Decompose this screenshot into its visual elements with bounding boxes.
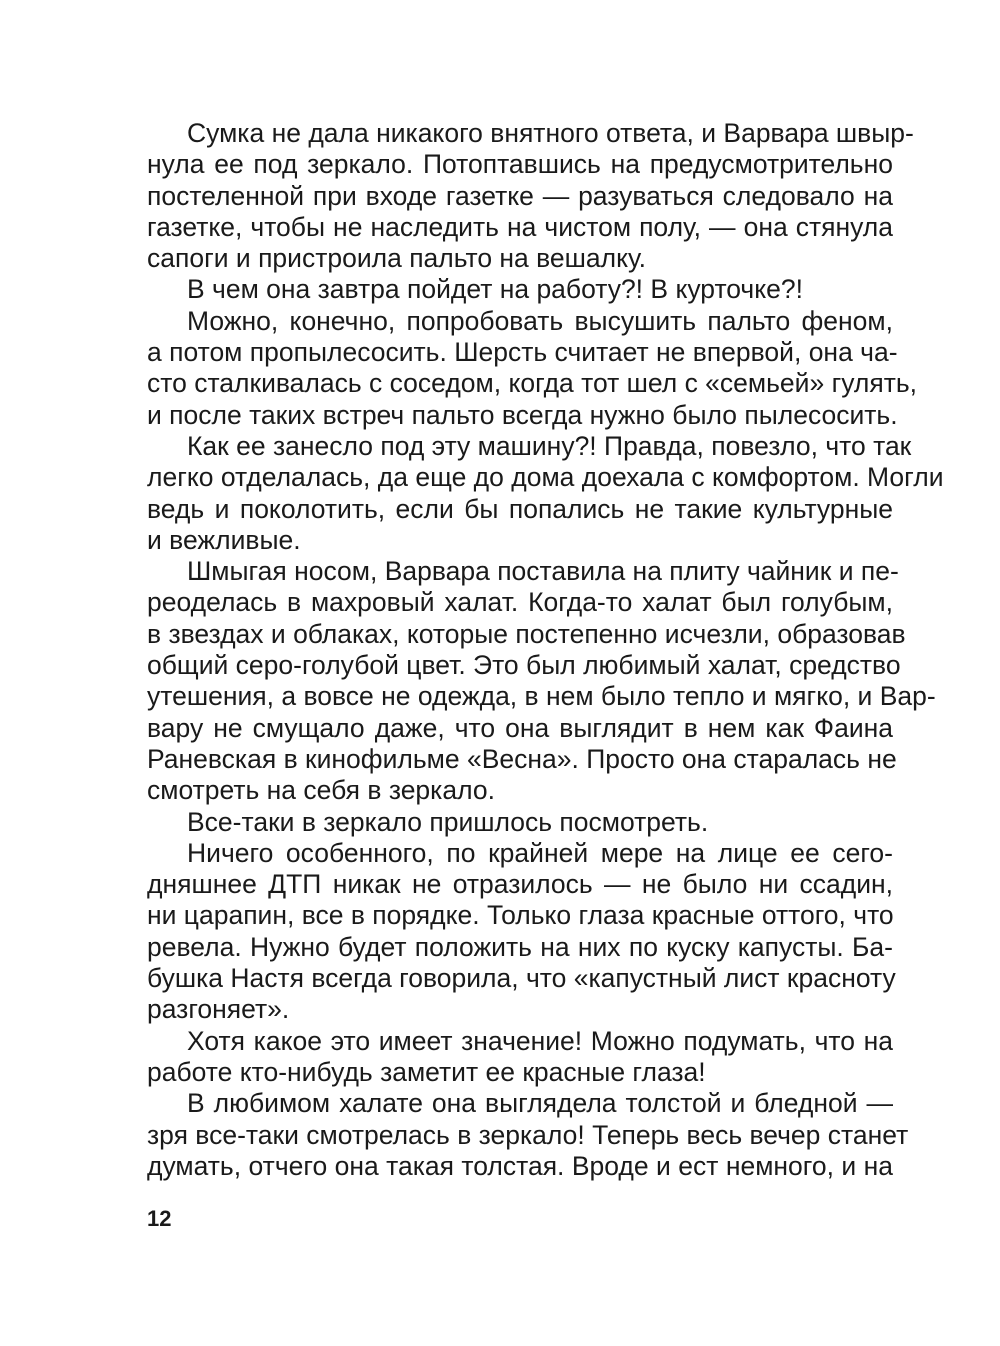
text-line: и вежливые. [147,524,301,555]
text-line: вару не смущало даже, что она выглядит в нем как Фаина [147,712,893,743]
text-line: газетке, чтобы не наследить на чистом полу, — она стянула [147,211,893,242]
text-line: дняшнее ДТП никак не отразилось — не было ни ссадин, [147,869,893,900]
text-line: бушка Настя всегда говорила, что «капустный лист красноту [147,963,896,994]
text-line: легко отделалась, да еще до дома доехала с комфортом. Могли [147,462,944,493]
text-line: и после таких встреч пальто всегда нужно было пылесосить. [147,399,898,430]
text-line: думать, отчего она такая толстая. Вроде и ест немного, и на [147,1150,893,1181]
text-line: нула ее под зеркало. Потоптавшись на предусмотрительно [147,149,893,180]
text-line: Шмыгая носом, Варвара поставила на плиту чайник и пе- [187,556,899,587]
text-line: Можно, конечно, попробовать высушить пальто феном, [187,305,893,336]
text-line: разгоняет». [147,994,290,1025]
text-line: в звездах и облаках, которые постепенно исчезли, образовав [147,618,906,649]
text-line: Как ее занесло под эту машину?! Правда, повезло, что так [187,430,912,461]
text-line: Хотя какое это имеет значение! Можно подумать, что на [187,1025,893,1056]
text-line: Раневская в кинофильме «Весна». Просто она старалась не [147,743,897,774]
text-line: В любимом халате она выглядела толстой и бледной — [187,1088,893,1119]
text-line: Ничего особенного, по крайней мере на лице ее сего- [187,837,893,868]
text-line: реоделась в махровый халат. Когда-то халат был голубым, [147,587,893,618]
text-line: зря все-таки смотрелась в зеркало! Теперь весь вечер станет [147,1119,909,1150]
page-number: 12 [147,1206,172,1231]
text-line: В чем она завтра пойдет на работу?! В курточке?! [187,274,803,305]
text-line: а потом пропылесосить. Шерсть считает не впервой, она ча- [147,337,898,368]
text-line: сапоги и пристроила пальто на вешалку. [147,243,646,274]
text-line: смотреть на себя в зеркало. [147,775,495,806]
text-line: ведь и поколотить, если бы попались не такие культурные [147,493,893,524]
text-line: утешения, а вовсе не одежда, в нем было тепло и мягко, и Вар- [147,681,936,712]
text-line: общий серо-голубой цвет. Это был любимый халат, средство [147,650,901,681]
text-line: работе кто-нибудь заметит ее красные глаза! [147,1056,706,1087]
text-line: Все-таки в зеркало пришлось посмотреть. [187,806,709,837]
body-text [147,118,944,1182]
text-line: постеленной при входе газетке — разуваться следовало на [147,180,893,211]
text-line: Сумка не дала никакого внятного ответа, и Варвара швыр- [187,118,914,148]
text-line: ревела. Нужно будет положить на них по куску капусты. Ба- [147,931,893,962]
text-line: сто сталкивалась с соседом, когда тот шел с «семьей» гулять, [147,368,918,399]
text-line: ни царапин, все в порядке. Только глаза красные оттого, что [147,900,894,931]
